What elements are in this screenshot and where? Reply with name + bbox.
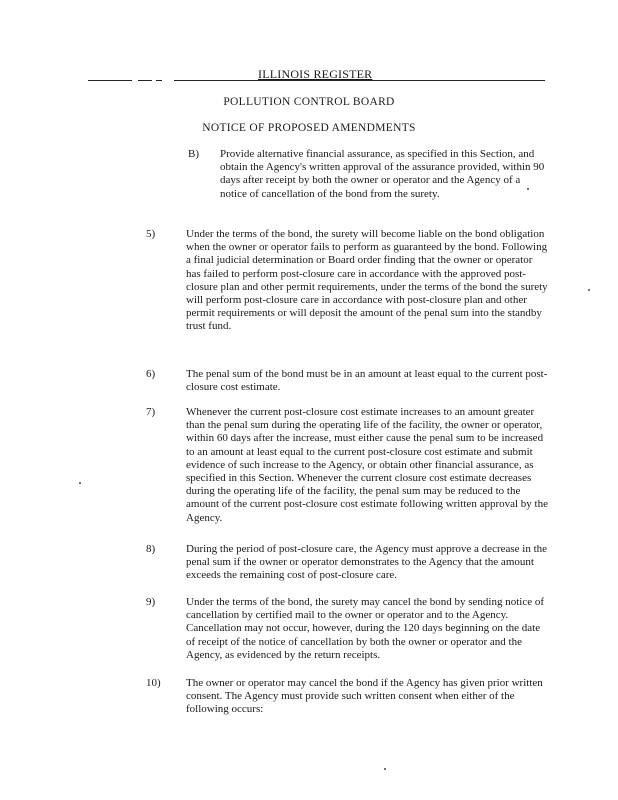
- scan-speck: [588, 289, 590, 291]
- header-rule-left-1: [88, 80, 132, 81]
- item-label: 10): [146, 677, 161, 689]
- item-label: 9): [146, 596, 156, 608]
- scan-speck: [79, 482, 81, 484]
- notice-title: NOTICE OF PROPOSED AMENDMENTS: [202, 122, 416, 134]
- item-label: 5): [146, 228, 156, 240]
- item-text: The owner or operator may cancel the bond if the Agency has given prior written consent. The Agency must provide such written consent when either of the following occurs:: [186, 677, 543, 716]
- item-label: 8): [146, 543, 156, 555]
- register-title: ILLINOIS REGISTER: [258, 67, 373, 81]
- item-text: Provide alternative financial assurance, as specified in this Section, and obtain the Agency's written approval of the assurance provided, within 90 days after receipt by both the owner or operator and the Agency of a notice of cancellation of the bond from the surety.: [220, 148, 545, 200]
- board-name: POLLUTION CONTROL BOARD: [223, 96, 395, 108]
- scan-speck: [384, 768, 386, 770]
- item-text: Whenever the current post-closure cost estimate increases to an amount greater than the penal sum during the operating life of the facility, the owner or operator, within 60 days after the increase, must either cause the penal sum to be increased to an amount at least equal to the current post-closure cost estimate and submit evidence of such increase to the Agency, or obtain other financial assurance, as specified in this Section. Whenever the current closure cost estimate decreases during the operating life of the facility, the penal sum may be reduced to the amount of the current post-closure cost estimate following written approval by the Agency.: [186, 406, 548, 524]
- header-rule-left-3: [156, 80, 162, 81]
- item-label: B): [188, 148, 199, 160]
- item-label: 7): [146, 406, 156, 418]
- scan-speck: [527, 188, 529, 190]
- header-rule-left-2: [138, 80, 152, 81]
- item-text: Under the terms of the bond, the surety will become liable on the bond obligation when the owner or operator fails to perform as guaranteed by the bond. Following a final judicial determination or Board order finding that the owner or operator has failed to perform post-closure care in accordance with the approved post-closure plan and other permit requirements, under the terms of the bond the surety will perform post-closure care in accordance with post-closure plan and other permit requirements or will deposit the amount of the penal sum into the standby trust fund.: [186, 228, 548, 333]
- item-text: Under the terms of the bond, the surety may cancel the bond by sending notice of cancellation by certified mail to the owner or operator and to the Agency. Cancellation may not occur, however, during the 120 days beginning on the date of receipt of the notice of cancellation by both the owner or operator and the Agency, as evidenced by the return receipts.: [186, 596, 545, 661]
- item-text: During the period of post-closure care, the Agency must approve a decrease in the penal sum if the owner or operator demonstrates to the Agency that the amount exceeds the remaining cost of post-closure care.: [186, 543, 548, 582]
- item-label: 6): [146, 368, 156, 380]
- item-text: The penal sum of the bond must be in an amount at least equal to the current post-closure cost estimate.: [186, 368, 548, 394]
